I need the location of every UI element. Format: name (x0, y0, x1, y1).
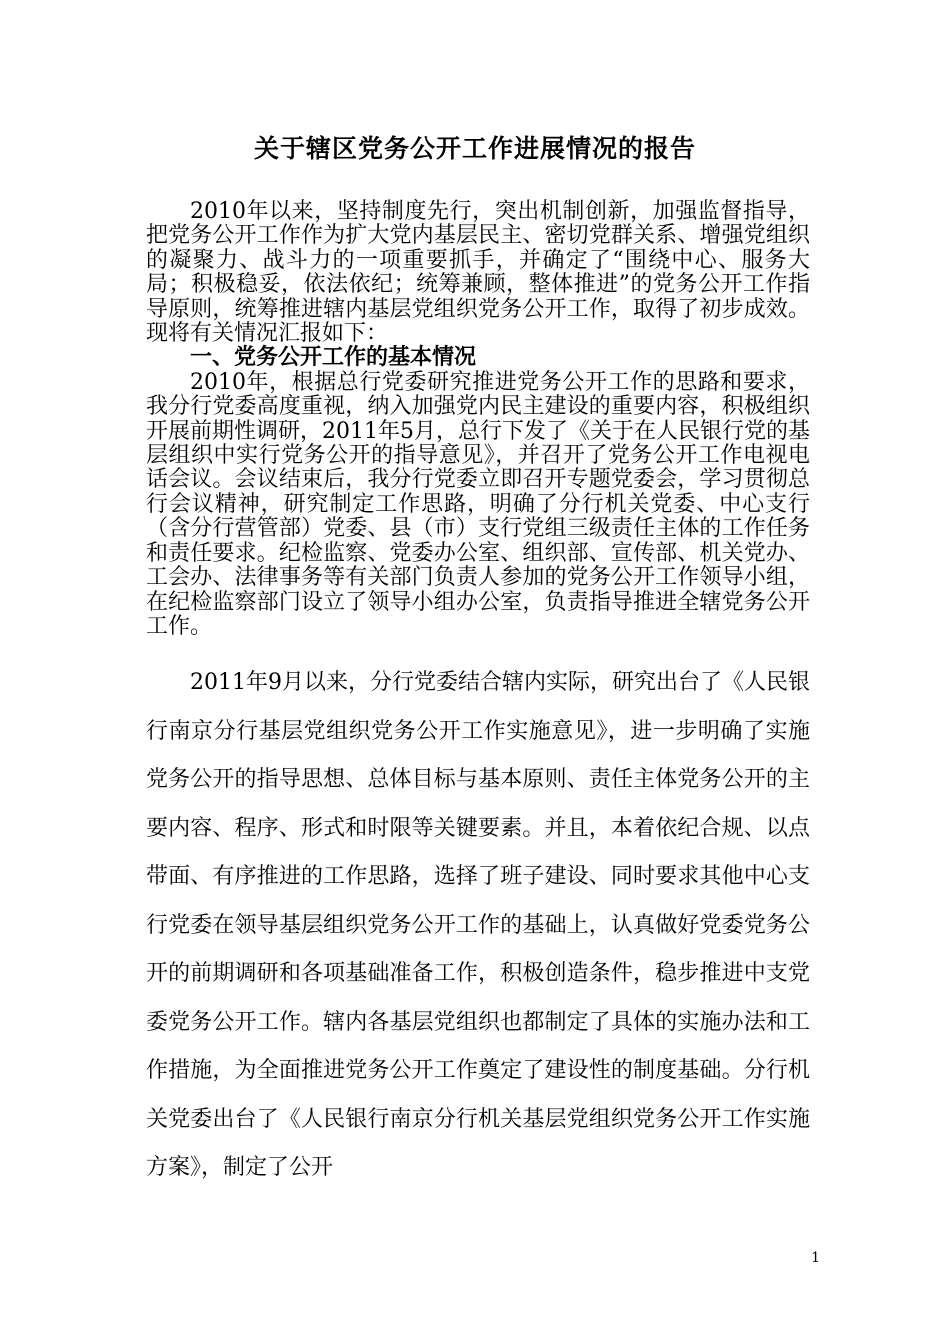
section-heading: 一、党务公开工作的基本情况 (190, 345, 477, 371)
page-number: 1 (811, 1250, 820, 1266)
section-paragraph: 2010年，根据总行党委研究推进党务公开工作的思路和要求，我分行党委高度重视，纳入加强党内民主建设的重要内容，积极组织开展前期性调研，2011年5月，总行下发了《关于在人民银行党的基层组织中实行党务公开的指导意见》，并召开了党务公开工作电视电话会议。会议结束后，我分行党委立即召开专题党委会，学习贯彻总行会议精神，研究制定工作思路，明确了分行机关党委、中心支行（含分行营管部）党委、县（市）支行党组三级责任主体的工作任务和责任要求。纪检监察、党委办公室、组织部、宣传部、机关党办、工会办、法律事务等有关部门负责人参加的党务公开工作领导小组，在纪检监察部门设立了领导小组办公室，负责指导推进全辖党务公开工作。 (146, 369, 810, 639)
intro-paragraph: 2010年以来，坚持制度先行，突出机制创新，加强监督指导，把党务公开工作作为扩大党内基层民主、密切党群关系、增强党组织的凝聚力、战斗力的一项重要抓手，并确定了“围绕中心、服务大局；积极稳妥，依法依纪；统筹兼顾，整体推进”的党务公开工作指导原则，统筹推进辖内基层党组织党务公开工作，取得了初步成效。现将有关情况汇报如下： (146, 199, 810, 347)
section-paragraph-2: 2011年9月以来，分行党委结合辖内实际，研究出台了《人民银行南京分行基层党组织党务公开工作实施意见》，进一步明确了实施党务公开的指导思想、总体目标与基本原则、责任主体党务公开的主要内容、程序、形式和时限等关键要素。并且，本着依纪合规、以点带面、有序推进的工作思路，选择了班子建设、同时要求其他中心支行党委在领导基层组织党务公开工作的基础上，认真做好党委党务公开的前期调研和各项基础准备工作，积极创造条件，稳步推进中支党委党务公开工作。辖内各基层党组织也都制定了具体的实施办法和工作措施，为全面推进党务公开工作奠定了建设性的制度基础。分行机关党委出台了《人民银行南京分行机关基层党组织党务公开工作实施方案》，制定了公开 (146, 670, 810, 1180)
loose-body (146, 659, 810, 1193)
dense-body (146, 200, 810, 639)
document-title: 关于辖区党务公开工作进展情况的报告 (253, 134, 696, 163)
